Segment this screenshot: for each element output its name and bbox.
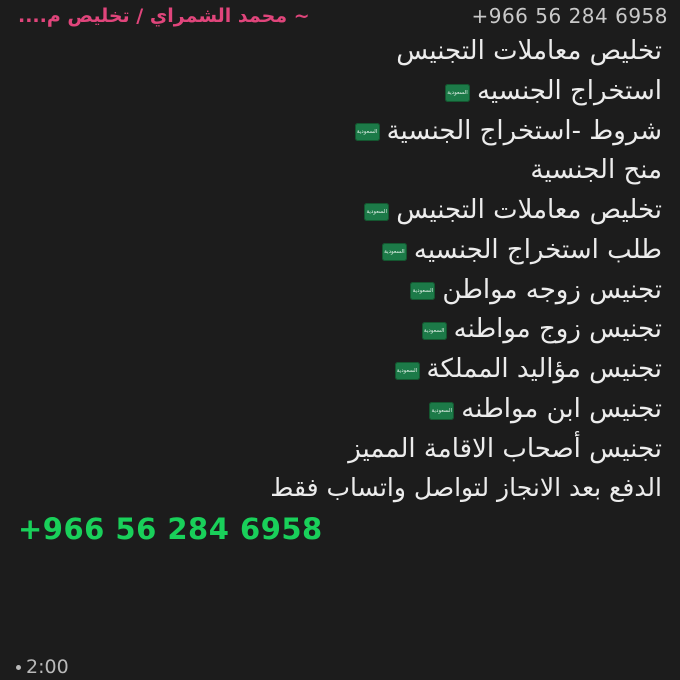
message-line <box>18 430 662 470</box>
message-line-text: طلب استخراج الجنسيه <box>413 234 662 265</box>
dot-icon <box>16 665 21 670</box>
contact-phone-number[interactable]: +966 56 284 6958 <box>18 511 323 546</box>
saudi-flag-icon <box>410 282 435 300</box>
sender-phone-number: +966 56 284 6958 <box>471 4 668 28</box>
message-timestamp <box>16 656 69 678</box>
message-line-text: تجنيس زوج مواطنه <box>453 314 662 345</box>
message-line <box>18 231 662 271</box>
message-line-text: استخراج الجنسيه <box>476 75 662 106</box>
message-header <box>0 0 680 32</box>
message-line <box>18 112 662 152</box>
message-line-text: تجنيس مؤاليد المملكة <box>426 354 662 385</box>
saudi-flag-icon <box>429 402 454 420</box>
message-line <box>18 151 662 191</box>
message-line-text: تجنيس زوجه مواطن <box>442 274 662 305</box>
message-line-text: تخليص معاملات التجنيس <box>396 36 662 66</box>
message-line <box>18 469 662 507</box>
message-line-text: تخليص معاملات التجنيس <box>396 195 662 226</box>
message-line-text: منح الجنسية <box>530 155 662 186</box>
message-line <box>18 350 662 390</box>
saudi-flag-icon <box>395 362 420 380</box>
message-line <box>18 390 662 430</box>
timestamp-text: 2:00 <box>26 656 69 678</box>
message-line-text: شروط -استخراج الجنسية <box>386 115 662 146</box>
message-line <box>18 32 662 72</box>
message-line-text: تجنيس ابن مواطنه <box>461 393 662 424</box>
message-line <box>18 271 662 311</box>
saudi-flag-icon <box>355 123 380 141</box>
message-line-text: الدفع بعد الانجاز لتواصل واتساب فقط <box>270 473 662 503</box>
saudi-flag-icon <box>445 84 470 102</box>
contact-name[interactable]: ~ محمد الشمراي / تخليص م.... <box>18 4 310 27</box>
message-line-text: تجنيس أصحاب الاقامة المميز <box>348 433 662 464</box>
message-line <box>18 310 662 350</box>
saudi-flag-icon <box>422 322 447 340</box>
saudi-flag-icon <box>382 243 407 261</box>
saudi-flag-icon <box>364 203 389 221</box>
message-line <box>18 72 662 112</box>
contact-phone-row <box>18 508 662 546</box>
message-body <box>0 30 680 646</box>
message-line <box>18 191 662 231</box>
